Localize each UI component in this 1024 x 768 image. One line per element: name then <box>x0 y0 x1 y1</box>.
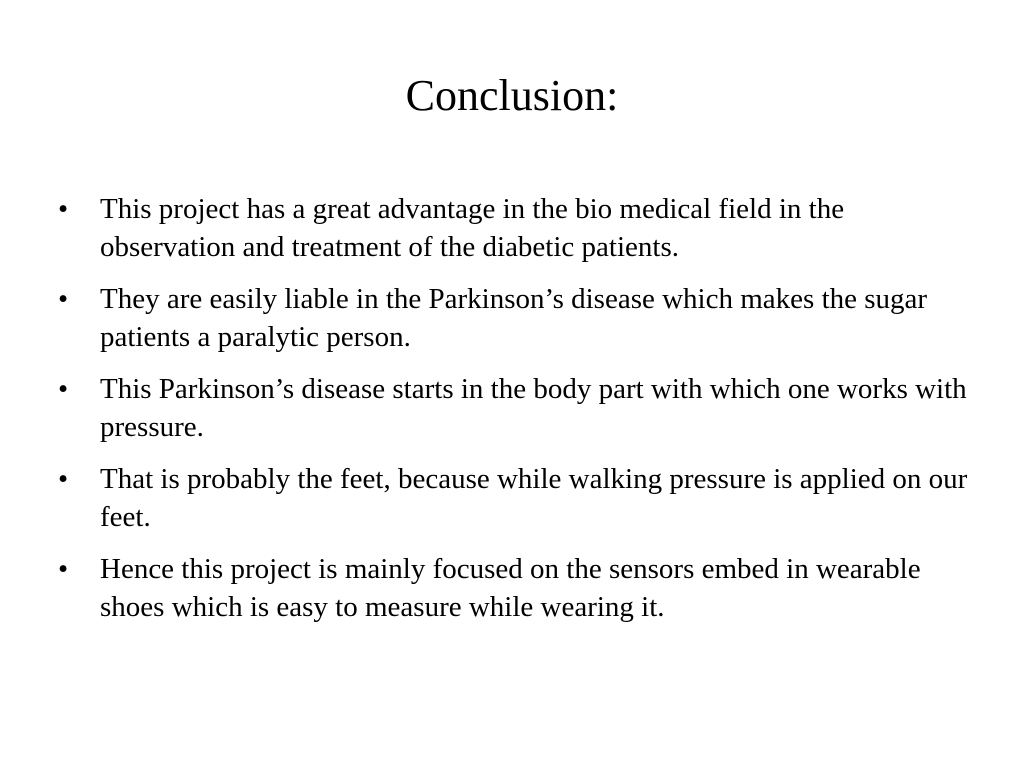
bullet-item <box>58 370 978 446</box>
bullet-item <box>58 460 978 536</box>
bullet-text: This Parkinson’s disease starts in the body part with which one works with pressure. <box>100 373 967 443</box>
bullet-text: That is probably the feet, because while walking pressure is applied on our feet. <box>100 463 968 533</box>
bullet-list <box>58 190 978 640</box>
bullet-icon: • <box>58 373 69 405</box>
bullet-item <box>58 550 978 626</box>
bullet-icon: • <box>58 553 69 585</box>
bullet-icon: • <box>58 463 69 495</box>
bullet-item <box>58 190 978 266</box>
slide-title: Conclusion: <box>405 71 619 120</box>
bullet-text: This project has a great advantage in the bio medical field in the observation and treatment of the diabetic patients. <box>100 193 845 263</box>
bullet-icon: • <box>58 193 69 225</box>
bullet-item <box>58 280 978 356</box>
bullet-text: Hence this project is mainly focused on the sensors embed in wearable shoes which is easy to measure while wearing it. <box>100 553 921 623</box>
bullet-icon: • <box>58 283 69 315</box>
bullet-text: They are easily liable in the Parkinson’s disease which makes the sugar patients a paralytic person. <box>100 283 928 353</box>
